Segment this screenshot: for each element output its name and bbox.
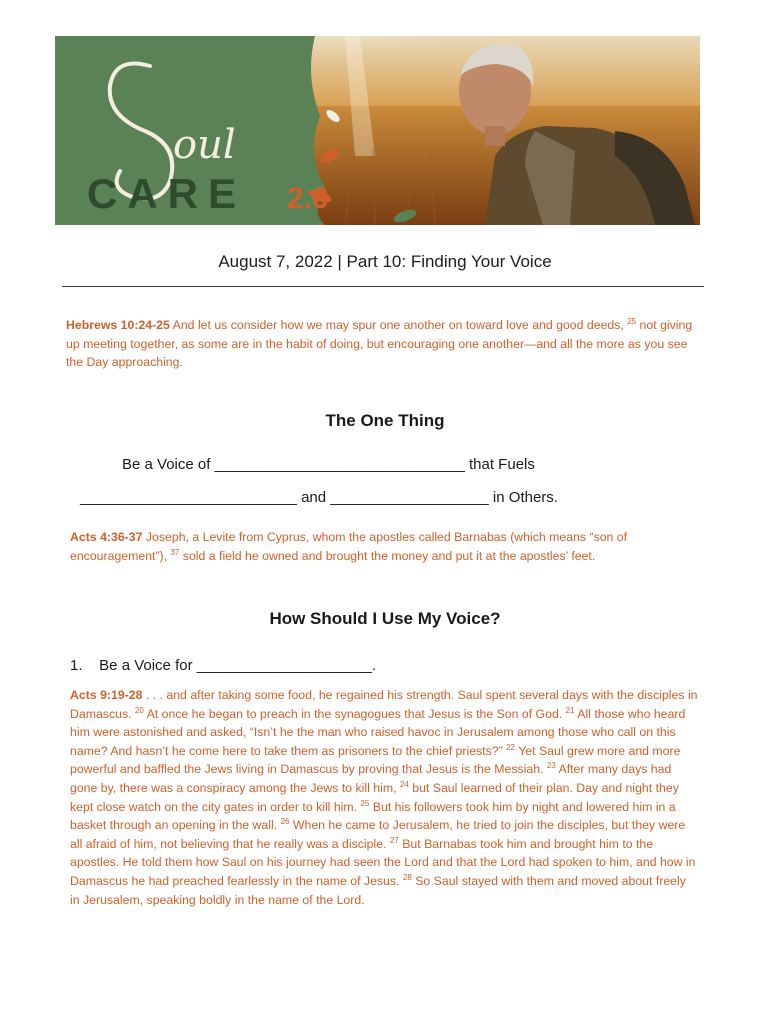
verse-text: . . . and after taking some food, he regained his strength. Saul spent several days with the disciples in Damascus.	[70, 688, 698, 721]
verse-number: 24	[399, 779, 409, 789]
verse-acts-9	[70, 686, 698, 909]
verse-number: 26	[280, 817, 290, 827]
verse-number: 27	[389, 835, 399, 845]
verse-text: But Barnabas took him and brought him to the apostles. He told them how Saul on his journey had seen the Lord and that the Lord had spoken to him, and how in Damascus he had preached fearlessly in the name of Jesus.	[70, 836, 696, 888]
verse-reference: Acts 9:19-28	[70, 688, 143, 702]
section-heading-use-voice: How Should I Use My Voice?	[269, 609, 501, 628]
verse-acts-4	[70, 528, 698, 565]
verse-text: So Saul stayed with them and moved about freely in Jerusalem, speaking boldly in the name of the Lord.	[70, 873, 686, 907]
sermon-subtitle: August 7, 2022 | Part 10: Finding Your Voice	[218, 252, 552, 271]
verse-text: After many days had gone by, there was a conspiracy among the Jews to kill him,	[70, 762, 672, 795]
verse-reference: Acts 4:36-37	[70, 530, 143, 544]
verse-number: 25	[360, 798, 370, 808]
divider-line	[62, 286, 704, 287]
verse-text: not giving up meeting together, as some are in the habit of doing, but encouraging one another—and all the more as you see the Day approaching.	[66, 318, 693, 370]
verse-text: Joseph, a Levite from Cyprus, whom the apostles called Barnabas (which means “son of encouragement”),	[70, 530, 628, 563]
verse-number: 37	[170, 547, 180, 557]
verse-text: sold a field he owned and brought the money and put it at the apostles’ feet.	[179, 548, 596, 563]
verse-reference: Hebrews 10:24-25	[66, 318, 170, 332]
verse-number: 20	[134, 705, 144, 715]
verse-text: but Saul learned of their plan. Day and night they kept close watch on the city gates in order to kill him.	[70, 780, 679, 814]
verse-number: 22	[506, 742, 516, 752]
verse-number: 21	[565, 705, 575, 715]
verse-hebrews	[66, 316, 698, 372]
verse-text: When he came to Jerusalem, he tried to join the disciples, but they were all afraid of him, not believing that he really was a disciple.	[70, 818, 686, 851]
verse-text: At once he began to preach in the synagogues that Jesus is the Son of God.	[143, 706, 566, 721]
verse-text: And let us consider how we may spur one another on toward love and good deeds,	[169, 318, 628, 332]
logo-word: CARE	[87, 170, 247, 217]
logo-version: 2.0	[287, 182, 329, 215]
svg-text:oul: oul	[173, 122, 236, 168]
banner-image	[55, 36, 700, 225]
verse-text: All those who heard him were astonished and asked, “Isn’t he the man who raised havoc in Jerusalem among those who call on this name? And hasn’t he come here to take them as prisoners to the chief priests?”	[70, 706, 686, 758]
section-heading-one-thing: The One Thing	[325, 411, 445, 430]
fill-in-line-2: __________________________ and ___________________ in Others.	[80, 489, 558, 506]
verse-number: 28	[402, 872, 412, 882]
verse-number: 23	[546, 761, 556, 771]
fill-in-line-1: Be a Voice of ______________________________ that Fuels	[122, 456, 535, 473]
verse-text: Yet Saul grew more and more powerful and baffled the Jews living in Damascus by proving that Jesus is the Messiah.	[70, 743, 681, 777]
verse-number: 25	[627, 317, 637, 326]
soul-care-banner	[55, 36, 700, 225]
numbered-item-1: 1. Be a Voice for _____________________.	[70, 657, 377, 674]
verse-text: But his followers took him by night and lowered him in a basket through an opening in the wall.	[70, 799, 676, 833]
